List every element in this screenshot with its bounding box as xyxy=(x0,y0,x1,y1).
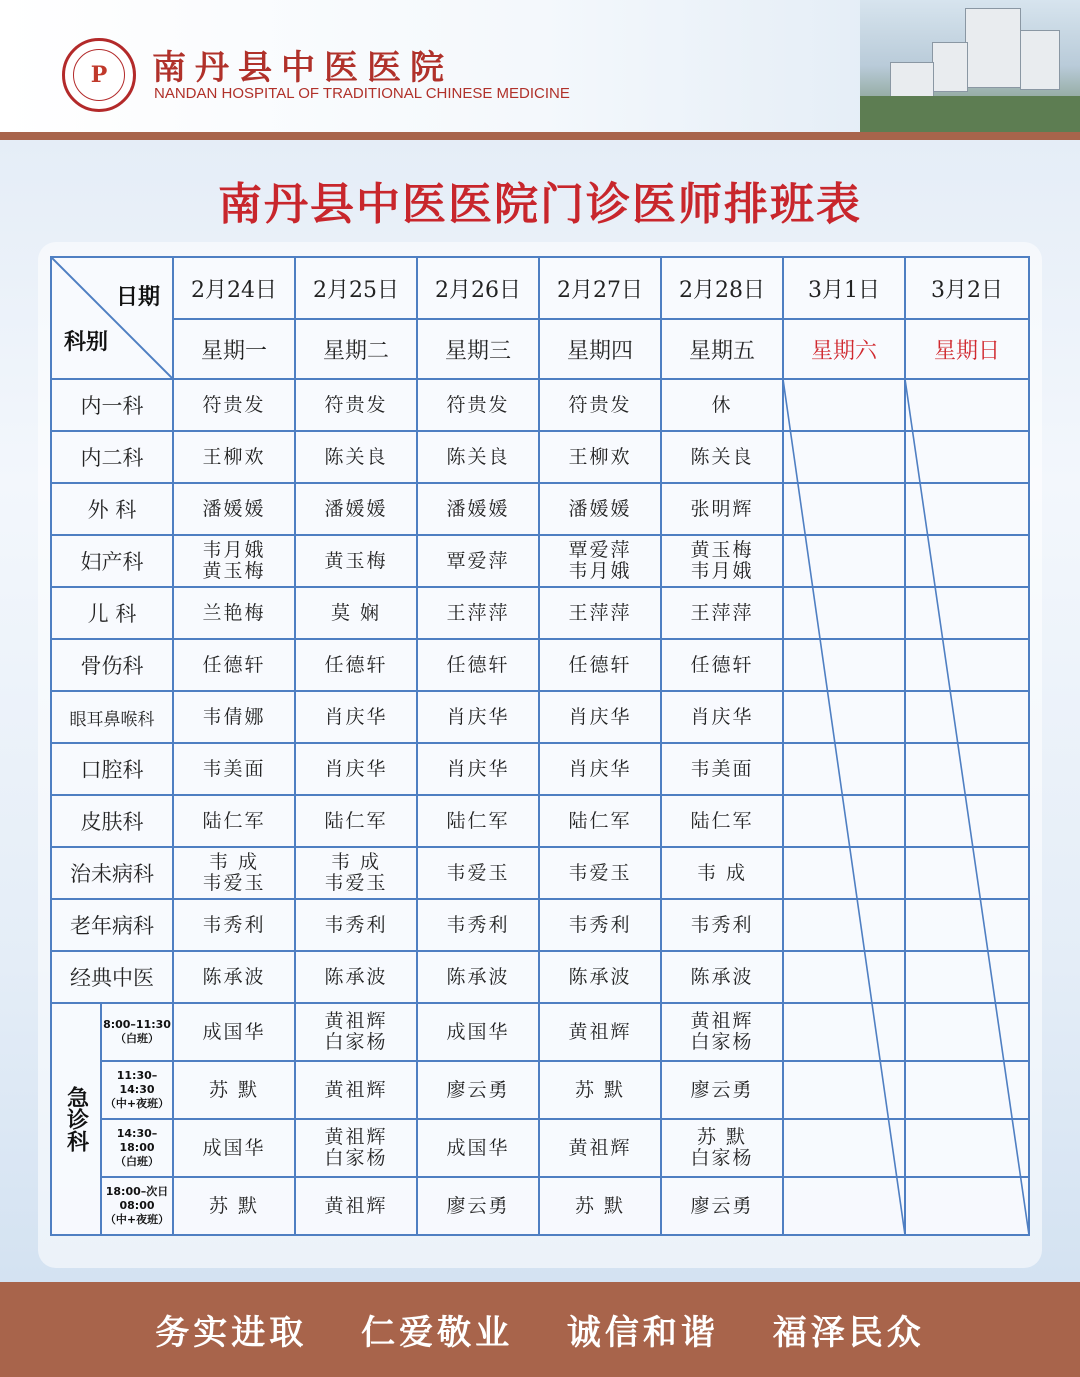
doctor-cell: 覃爱萍 xyxy=(417,535,539,587)
weekend-cell-sunday xyxy=(905,1177,1029,1235)
table-row xyxy=(51,639,1029,691)
weekend-cell-sunday xyxy=(905,535,1029,587)
doctor-cell: 肖庆华 xyxy=(417,691,539,743)
doctor-cell: 肖庆华 xyxy=(539,691,661,743)
corner-diagonal xyxy=(52,258,174,380)
weekend-cell-sunday xyxy=(905,587,1029,639)
weekend-cell-sunday xyxy=(905,379,1029,431)
table-row xyxy=(51,483,1029,535)
doctor-cell: 潘媛媛 xyxy=(173,483,295,535)
doctor-name: 白家杨 xyxy=(690,1147,754,1169)
weekend-cell-saturday xyxy=(783,691,905,743)
doctor-cell: 张明辉 xyxy=(661,483,783,535)
doctor-cell: 任德轩 xyxy=(295,639,417,691)
department-label: 外 科 xyxy=(51,483,173,535)
doctor-cell: 潘媛媛 xyxy=(417,483,539,535)
department-label: 内一科 xyxy=(51,379,173,431)
table-row xyxy=(51,379,1029,431)
doctor-cell: 王萍萍 xyxy=(661,587,783,639)
shift-type: （白班） xyxy=(115,1032,159,1045)
hospital-building-photo xyxy=(860,0,1080,132)
doctor-cell: 成国华 xyxy=(417,1119,539,1177)
doctor-cell: 任德轩 xyxy=(417,639,539,691)
doctor-cell: 韦美面 xyxy=(661,743,783,795)
shift-type: （白班） xyxy=(115,1155,159,1168)
date-header: 2月26日 xyxy=(417,257,539,319)
doctor-name: 黄祖辉 xyxy=(324,1010,388,1032)
doctor-cell: 潘媛媛 xyxy=(539,483,661,535)
date-header: 3月2日 xyxy=(905,257,1029,319)
emergency-shift-row xyxy=(51,1003,1029,1061)
doctor-name: 覃爱萍 xyxy=(568,539,632,561)
doctor-cell: 韦秀利 xyxy=(661,899,783,951)
date-header: 2月28日 xyxy=(661,257,783,319)
doctor-name: 白家杨 xyxy=(324,1147,388,1169)
doctor-cell: 韦倩娜 xyxy=(173,691,295,743)
schedule-table xyxy=(50,256,1030,1236)
table-row xyxy=(51,535,1029,587)
hospital-name-english: NANDAN HOSPITAL OF TRADITIONAL CHINESE MEDICINE xyxy=(154,85,570,102)
weekend-cell-saturday xyxy=(783,1119,905,1177)
doctor-name: 韦月娥 xyxy=(690,560,754,582)
weekend-cell-sunday xyxy=(905,1003,1029,1061)
footer-slogan xyxy=(155,1305,925,1354)
doctor-cell: 王萍萍 xyxy=(539,587,661,639)
doctor-name: 韦月娥 xyxy=(568,560,632,582)
doctor-name: 黄祖辉 xyxy=(690,1010,754,1032)
weekend-cell-saturday xyxy=(783,639,905,691)
department-label: 经典中医 xyxy=(51,951,173,1003)
doctor-cell xyxy=(295,1119,417,1177)
doctor-cell: 任德轩 xyxy=(173,639,295,691)
doctor-cell: 廖云勇 xyxy=(417,1177,539,1235)
weekend-cell-sunday xyxy=(905,847,1029,899)
doctor-cell: 休 xyxy=(661,379,783,431)
date-header: 3月1日 xyxy=(783,257,905,319)
weekend-cell-saturday xyxy=(783,431,905,483)
emergency-department-label xyxy=(51,1003,101,1235)
header-banner xyxy=(0,0,1080,132)
emergency-label-text: 急诊科 xyxy=(63,1086,89,1152)
doctor-cell: 肖庆华 xyxy=(295,743,417,795)
doctor-cell: 王柳欢 xyxy=(539,431,661,483)
weekday-header: 星期五 xyxy=(661,319,783,379)
table-row xyxy=(51,795,1029,847)
shift-time: 8:00–11:30 xyxy=(103,1018,171,1031)
doctor-cell xyxy=(295,847,417,899)
doctor-cell: 陈承波 xyxy=(295,951,417,1003)
doctor-name: 韦月娥 xyxy=(202,539,266,561)
weekday-header: 星期四 xyxy=(539,319,661,379)
weekday-header-row xyxy=(51,319,1029,379)
doctor-cell: 成国华 xyxy=(173,1119,295,1177)
weekend-cell-sunday xyxy=(905,691,1029,743)
doctor-cell xyxy=(661,1003,783,1061)
doctor-cell: 陈关良 xyxy=(661,431,783,483)
doctor-cell: 韦 成 xyxy=(661,847,783,899)
weekend-cell-saturday xyxy=(783,847,905,899)
doctor-cell: 肖庆华 xyxy=(539,743,661,795)
weekend-cell-saturday xyxy=(783,743,905,795)
doctor-cell xyxy=(661,535,783,587)
doctor-cell: 陈承波 xyxy=(661,951,783,1003)
table-row xyxy=(51,899,1029,951)
doctor-cell: 陆仁军 xyxy=(173,795,295,847)
weekend-cell-saturday xyxy=(783,1003,905,1061)
weekend-cell-saturday xyxy=(783,899,905,951)
weekend-cell-sunday xyxy=(905,431,1029,483)
hospital-logo xyxy=(62,38,136,112)
slogan-3: 诚信和谐 xyxy=(566,1313,719,1353)
doctor-cell: 潘媛媛 xyxy=(295,483,417,535)
doctor-cell: 黄祖辉 xyxy=(295,1061,417,1119)
weekend-cell-saturday xyxy=(783,1177,905,1235)
weekend-cell-saturday xyxy=(783,483,905,535)
doctor-name: 白家杨 xyxy=(690,1031,754,1053)
department-label: 儿 科 xyxy=(51,587,173,639)
doctor-cell: 莫 娴 xyxy=(295,587,417,639)
corner-date-label: 日期 xyxy=(115,285,160,310)
doctor-cell: 韦爱玉 xyxy=(539,847,661,899)
doctor-cell: 符贵发 xyxy=(295,379,417,431)
date-header: 2月25日 xyxy=(295,257,417,319)
doctor-cell: 韦秀利 xyxy=(417,899,539,951)
doctor-name: 黄祖辉 xyxy=(324,1126,388,1148)
doctor-cell: 陈关良 xyxy=(295,431,417,483)
slogan-1: 务实进取 xyxy=(155,1313,308,1353)
date-header: 2月27日 xyxy=(539,257,661,319)
doctor-cell: 陈承波 xyxy=(417,951,539,1003)
doctor-cell: 廖云勇 xyxy=(417,1061,539,1119)
shift-type: （中+夜班） xyxy=(104,1213,170,1226)
doctor-cell: 王柳欢 xyxy=(173,431,295,483)
doctor-cell: 陆仁军 xyxy=(661,795,783,847)
doctor-name: 韦爱玉 xyxy=(324,872,388,894)
weekday-header-saturday: 星期六 xyxy=(783,319,905,379)
doctor-cell: 任德轩 xyxy=(539,639,661,691)
doctor-cell xyxy=(295,1003,417,1061)
doctor-name: 苏 默 xyxy=(696,1126,748,1148)
doctor-cell: 陆仁军 xyxy=(417,795,539,847)
table-row xyxy=(51,743,1029,795)
doctor-cell: 苏 默 xyxy=(173,1177,295,1235)
doctor-cell xyxy=(539,535,661,587)
emergency-shift-row xyxy=(51,1061,1029,1119)
slogan-2: 仁爱敬业 xyxy=(361,1313,514,1353)
weekday-header: 星期一 xyxy=(173,319,295,379)
doctor-cell: 廖云勇 xyxy=(661,1061,783,1119)
doctor-cell: 王萍萍 xyxy=(417,587,539,639)
footer-banner xyxy=(0,1282,1080,1377)
doctor-cell: 苏 默 xyxy=(539,1177,661,1235)
doctor-cell: 陆仁军 xyxy=(295,795,417,847)
doctor-cell: 成国华 xyxy=(173,1003,295,1061)
doctor-cell: 黄祖辉 xyxy=(539,1003,661,1061)
doctor-cell: 肖庆华 xyxy=(661,691,783,743)
doctor-cell: 陈承波 xyxy=(173,951,295,1003)
hospital-name-chinese: 南丹县中医医院 xyxy=(152,48,453,88)
shift-time-label xyxy=(101,1061,173,1119)
department-label: 老年病科 xyxy=(51,899,173,951)
shift-time: 18:00–次日08:00 xyxy=(105,1185,169,1212)
date-header: 2月24日 xyxy=(173,257,295,319)
doctor-cell: 韦美面 xyxy=(173,743,295,795)
table-row xyxy=(51,951,1029,1003)
logo-emblem xyxy=(73,49,125,101)
table-row xyxy=(51,587,1029,639)
doctor-cell: 韦秀利 xyxy=(295,899,417,951)
weekend-cell-sunday xyxy=(905,899,1029,951)
doctor-cell: 符贵发 xyxy=(539,379,661,431)
weekend-cell-saturday xyxy=(783,587,905,639)
weekend-cell-saturday xyxy=(783,379,905,431)
doctor-cell xyxy=(173,847,295,899)
doctor-name: 韦爱玉 xyxy=(202,872,266,894)
shift-time-label xyxy=(101,1003,173,1061)
doctor-cell: 符贵发 xyxy=(173,379,295,431)
doctor-cell: 韦秀利 xyxy=(173,899,295,951)
weekend-cell-saturday xyxy=(783,951,905,1003)
weekend-cell-sunday xyxy=(905,639,1029,691)
shift-time-label xyxy=(101,1119,173,1177)
shift-time: 11:30–14:30 xyxy=(116,1069,158,1096)
department-label: 内二科 xyxy=(51,431,173,483)
corner-dept-label: 科别 xyxy=(64,330,109,355)
doctor-name: 白家杨 xyxy=(324,1031,388,1053)
doctor-cell: 肖庆华 xyxy=(417,743,539,795)
weekend-cell-sunday xyxy=(905,795,1029,847)
doctor-name: 黄玉梅 xyxy=(202,560,266,582)
department-label: 治未病科 xyxy=(51,847,173,899)
shift-time: 14:30–18:00 xyxy=(116,1127,158,1154)
department-label: 骨伤科 xyxy=(51,639,173,691)
doctor-name: 韦 成 xyxy=(208,851,260,873)
weekend-cell-saturday xyxy=(783,795,905,847)
doctor-cell: 肖庆华 xyxy=(295,691,417,743)
doctor-cell: 苏 默 xyxy=(539,1061,661,1119)
weekend-cell-sunday xyxy=(905,951,1029,1003)
department-label: 眼耳鼻喉科 xyxy=(51,691,173,743)
corner-header xyxy=(51,257,173,379)
doctor-name: 黄玉梅 xyxy=(690,539,754,561)
logo-mark: P xyxy=(90,62,108,88)
doctor-cell: 成国华 xyxy=(417,1003,539,1061)
emergency-shift-row xyxy=(51,1119,1029,1177)
schedule-body xyxy=(51,379,1029,1235)
table-row xyxy=(51,431,1029,483)
table-row xyxy=(51,691,1029,743)
doctor-cell: 韦爱玉 xyxy=(417,847,539,899)
doctor-cell: 符贵发 xyxy=(417,379,539,431)
shift-time-label xyxy=(101,1177,173,1235)
doctor-cell xyxy=(661,1119,783,1177)
department-label: 皮肤科 xyxy=(51,795,173,847)
doctor-cell: 黄祖辉 xyxy=(295,1177,417,1235)
doctor-cell: 陈关良 xyxy=(417,431,539,483)
doctor-cell: 韦秀利 xyxy=(539,899,661,951)
doctor-cell: 陈承波 xyxy=(539,951,661,1003)
doctor-name: 韦 成 xyxy=(330,851,382,873)
doctor-cell: 兰艳梅 xyxy=(173,587,295,639)
weekend-cell-sunday xyxy=(905,483,1029,535)
doctor-cell xyxy=(173,535,295,587)
department-label: 口腔科 xyxy=(51,743,173,795)
date-header-row xyxy=(51,257,1029,319)
page-title: 南丹县中医医院门诊医师排班表 xyxy=(218,179,862,230)
slogan-4: 福泽民众 xyxy=(772,1313,925,1353)
header-divider xyxy=(0,132,1080,140)
doctor-cell: 黄玉梅 xyxy=(295,535,417,587)
weekend-cell-sunday xyxy=(905,1061,1029,1119)
doctor-cell: 黄祖辉 xyxy=(539,1119,661,1177)
weekend-cell-sunday xyxy=(905,743,1029,795)
weekday-header-sunday: 星期日 xyxy=(905,319,1029,379)
doctor-cell: 任德轩 xyxy=(661,639,783,691)
doctor-cell: 陆仁军 xyxy=(539,795,661,847)
shift-type: （中+夜班） xyxy=(104,1097,170,1110)
weekday-header: 星期三 xyxy=(417,319,539,379)
weekend-cell-saturday xyxy=(783,1061,905,1119)
weekday-header: 星期二 xyxy=(295,319,417,379)
doctor-cell: 廖云勇 xyxy=(661,1177,783,1235)
department-label: 妇产科 xyxy=(51,535,173,587)
weekend-cell-saturday xyxy=(783,535,905,587)
emergency-shift-row xyxy=(51,1177,1029,1235)
table-row xyxy=(51,847,1029,899)
weekend-cell-sunday xyxy=(905,1119,1029,1177)
doctor-cell: 苏 默 xyxy=(173,1061,295,1119)
